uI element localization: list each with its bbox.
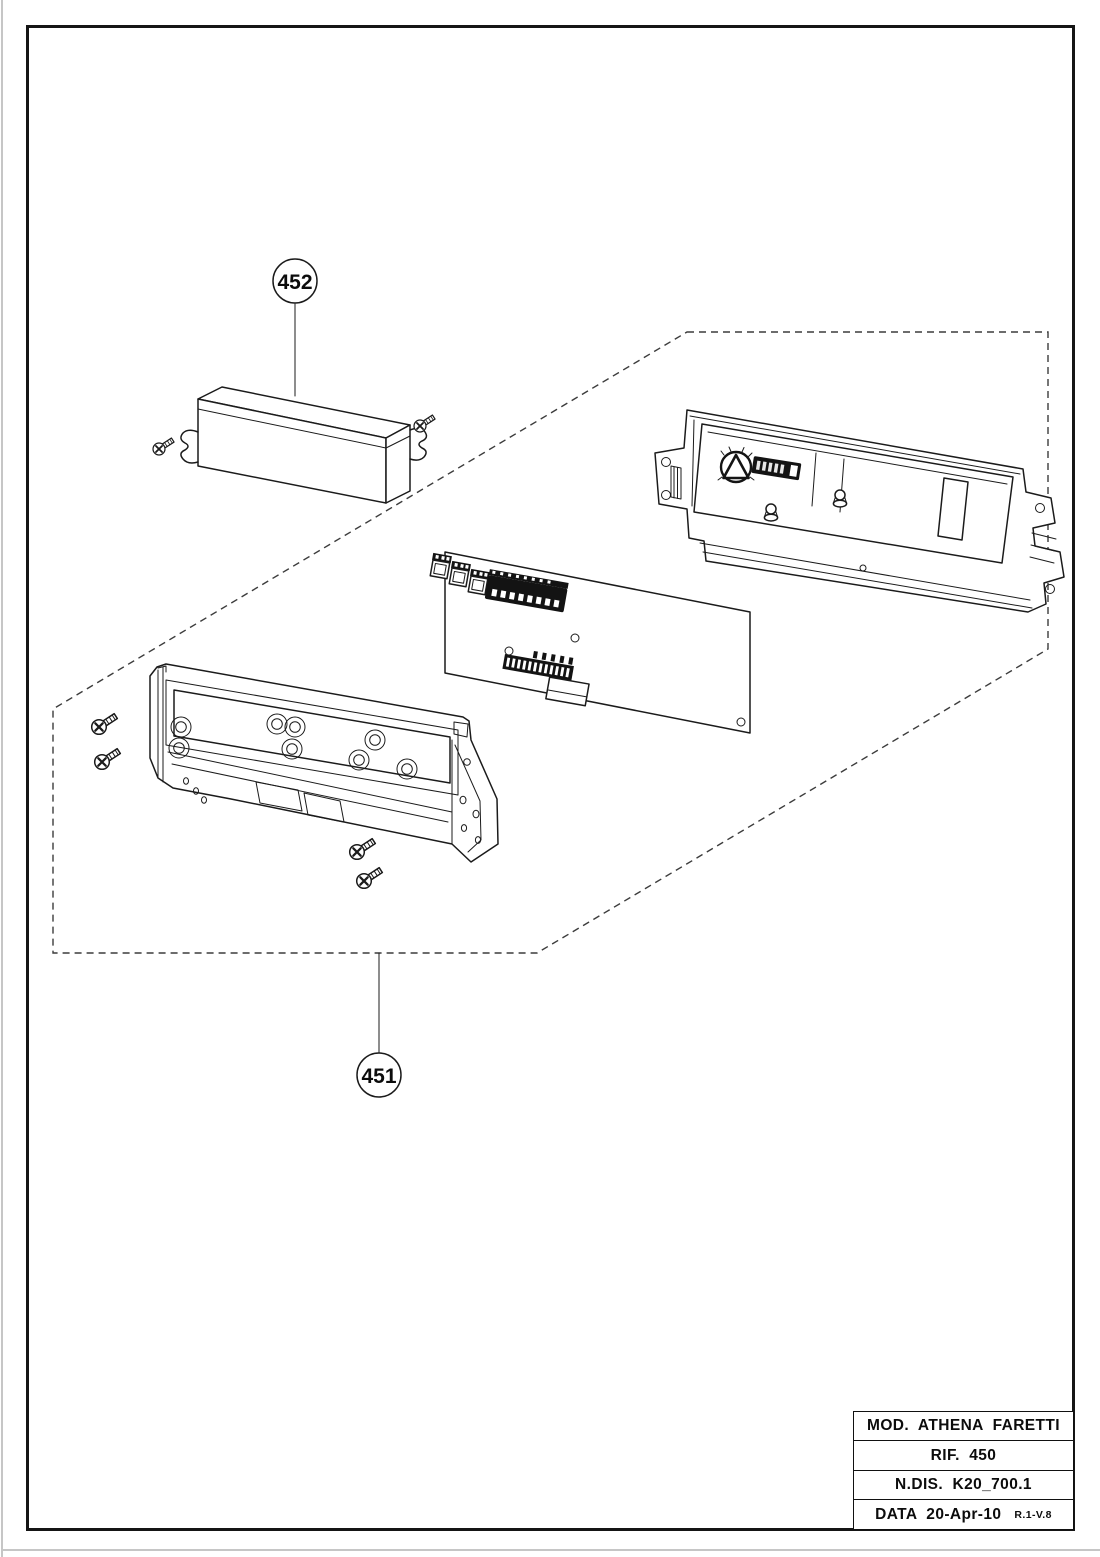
- title-block-drawing-number-row: [853, 1470, 1074, 1501]
- revision-text: R.1-V.8: [1014, 1508, 1052, 1521]
- right-mounting-flange: [410, 428, 426, 460]
- drawing-number-text: N.DIS. K20_700.1: [895, 1476, 1032, 1494]
- housing-stud-left: [764, 504, 777, 521]
- model-text: MOD. ATHENA FARETTI: [867, 1417, 1060, 1435]
- housing-stud-right: [833, 490, 846, 507]
- title-block: [853, 1411, 1074, 1530]
- bracket-screw-4: [357, 868, 383, 889]
- callout-452: [273, 259, 317, 396]
- title-block-model-row: [853, 1411, 1074, 1442]
- psu-screw-left: [153, 438, 174, 455]
- bracket-screw-1: [92, 714, 118, 735]
- psu-screw-right: [414, 415, 435, 432]
- display-pcb: [429, 552, 750, 733]
- ref-text: RIF. 450: [930, 1446, 997, 1464]
- control-panel-housing: [655, 410, 1064, 612]
- bracket-screw-2: [95, 749, 121, 770]
- date-text: DATA 20-Apr-10: [875, 1505, 1002, 1523]
- front-control-bracket: [92, 664, 498, 888]
- title-block-date-row: [853, 1499, 1074, 1530]
- left-mounting-flange: [181, 430, 198, 463]
- power-supply-box: [153, 387, 435, 503]
- callout-452-label: 452: [277, 271, 313, 294]
- callout-451: [357, 953, 401, 1097]
- title-block-ref-row: [853, 1440, 1074, 1471]
- callout-451-label: 451: [361, 1065, 397, 1088]
- bracket-screw-3: [350, 839, 376, 860]
